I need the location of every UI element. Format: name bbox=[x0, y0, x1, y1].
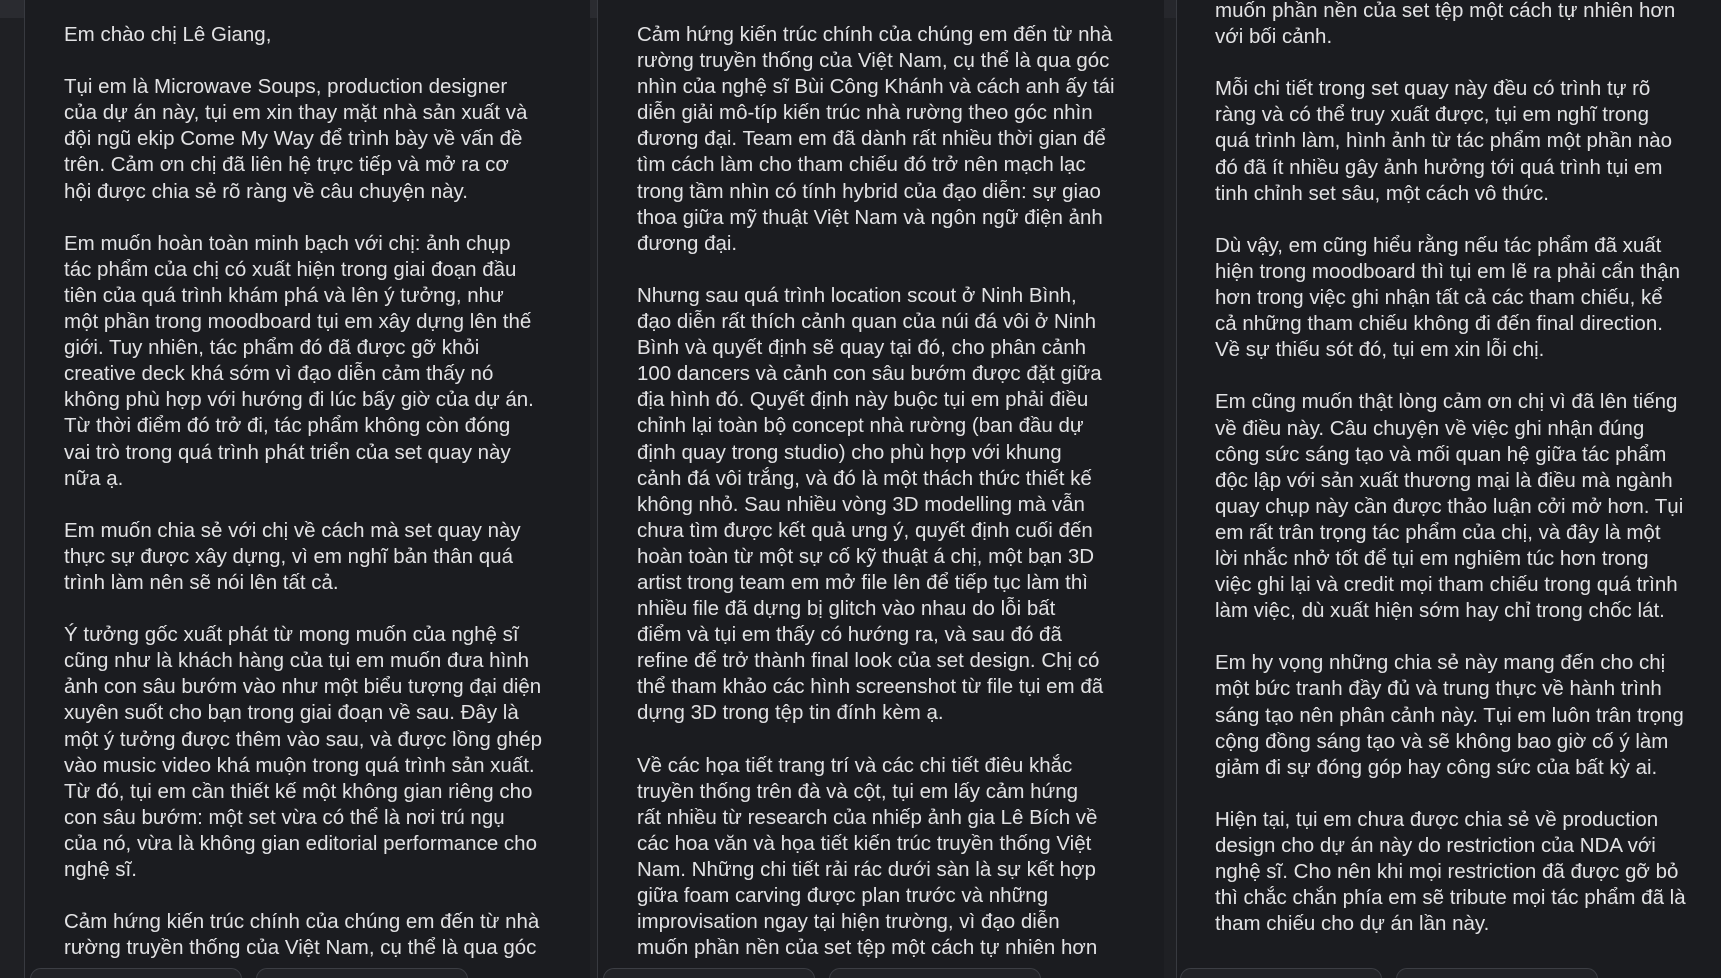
screenshot-panel-2 bbox=[597, 0, 1164, 978]
toolbar-pill bbox=[1180, 968, 1382, 978]
paragraph: Về các họa tiết trang trí và các chi tiết điêu khắc truyền thống trên đà và cột, tụi em lấy cảm hứng rất nhiều từ research của nhiếp ảnh gia Lê Bích về các hoa văn và họa tiết kiến trúc truyền thống Việt Nam. Những chi tiết rải rác dưới sàn là sự kết hợp giữa foam carving được plan trước và những improvisation ngay tại hiện trường, vì đạo diễn muốn phần nền của set tệp một cách tự nhiên hơn bbox=[637, 753, 1098, 960]
toolbar-pill bbox=[1396, 968, 1598, 978]
paragraph: Mỗi chi tiết trong set quay này đều có trình tự rõ ràng và có thể truy xuất được, tụi em nghĩ trong quá trình làm, hình ảnh từ tác phẩm một phần nào đó đã ít nhiều gây ảnh hưởng tới quá trình tụi em tinh chỉnh set sâu, một cách vô thức. bbox=[1215, 77, 1673, 205]
paragraph: Nhưng sau quá trình location scout ở Ninh Bình, đạo diễn rất thích cảnh quan của núi đá vôi ở Ninh Bình và quyết định sẽ quay tại đó, cho phân cảnh 100 dancers và cảnh con sâu bướm được đặt giữa địa hình đó. Quyết định này buộc tụi em phải điều chỉnh lại toàn bộ concept nhà rường (ban đầu dự định quay trong studio) cho phù hợp với khung cảnh đá vôi trắng, và đó là một thách thức thiết kế không nhỏ. Sau nhiều vòng 3D modelling mà vẫn chưa tìm được kết quả ưng ý, quyết định cuối đến hoàn toàn từ một sự cố kỹ thuật á chị, một bạn 3D artist trong team em mở file lên để tiếp tục làm thì nhiều file đã dựng bị glitch vào nhau do lỗi bất điểm và tụi em thấy có hướng ra, và sau đó đã refine để trở thành final look của set design. Chị có thể tham khảo các hình screenshot từ file tụi em đã dựng 3D trong tệp tin đính kèm ạ. bbox=[637, 283, 1104, 725]
paragraph: Tụi em là Microwave Soups, production designer của dự án này, tụi em xin thay mặt nhà sản xuất và đội ngũ ekip Come My Way để trình bày về vấn đề trên. Cảm ơn chị đã liên hệ trực tiếp và mở ra cơ hội được chia sẻ rõ ràng về câu chuyện này. bbox=[64, 75, 528, 203]
paragraph: Em chào chị Lê Giang, bbox=[64, 23, 272, 46]
paragraph: muốn phần nền của set tệp một cách tự nhiên hơn với bối cảnh. bbox=[1215, 0, 1676, 49]
letter-text bbox=[637, 22, 1156, 978]
paragraph: Cảm hứng kiến trúc chính của chúng em đến từ nhà rường truyền thống của Việt Nam, cụ thể là qua góc nhìn của nghệ sĩ Bùi Công Khánh và cách anh ấy tái diễn giải mô-típ kiến trúc nhà rường theo góc nhìn đương đại. Team em đã dành rất nhiều thời gian để tìm cách làm cho tham chiếu đó trở nên mạch lạc trong tầm nhìn có tính hybrid của đạo diễn: sự giao thoa giữa mỹ thuật Việt Nam và ngôn ngữ điện ảnh đương đại. bbox=[637, 23, 1115, 255]
letter-text bbox=[64, 22, 582, 978]
paragraph: Em muốn chia sẻ với chị về cách mà set quay này thực sự được xây dựng, vì em nghĩ bản thân quá trình làm nên sẽ nói lên tất cả. bbox=[64, 518, 521, 594]
paragraph: Cảm hứng kiến trúc chính của chúng em đến từ nhà rường truyền thống của Việt Nam, cụ thể là qua góc bbox=[64, 910, 540, 960]
toolbar-pill bbox=[603, 968, 815, 978]
toolbar-pill bbox=[256, 968, 468, 978]
toolbar-pill bbox=[30, 968, 242, 978]
screenshot-panel-3 bbox=[1176, 0, 1721, 978]
paragraph: Em hy vọng những chia sẻ này mang đến cho chị một bức tranh đầy đủ và trung thực về hành trình sáng tạo nên phân cảnh này. Tụi em luôn trân trọng cộng đồng sáng tạo và sẽ không bao giờ cố ý làm giảm đi sự đóng góp hay công sức của bất kỳ ai. bbox=[1215, 651, 1684, 779]
paragraph: Ý tưởng gốc xuất phát từ mong muốn của nghệ sĩ cũng như là khách hàng của tụi em muốn đưa hình ảnh con sâu bướm vào như một biểu tượng đại diện xuyên suốt cho bạn trong giai đoạn về sau. Đây là một ý tưởng được thêm vào sau, và được lồng ghép vào music video khá muộn trong quá trình sản xuất. Từ đó, tụi em cần thiết kế một không gian riêng cho con sâu bướm: một set vừa có thể là nơi trú ngụ của nó, vừa là không gian editorial performance cho nghệ sĩ. bbox=[64, 623, 543, 881]
screenshot-panel-1 bbox=[24, 0, 590, 978]
paragraph: Hiện tại, tụi em chưa được chia sẻ về production design cho dự án này do restriction của NDA với nghệ sĩ. Cho nên khi mọi restriction đã được gỡ bỏ thì chắc chắn phía em sẽ tribute mọi tác phẩm đã là tham chiếu cho dự án lần này. bbox=[1215, 807, 1686, 936]
letter-text bbox=[1215, 0, 1713, 963]
paragraph: Dù vậy, em cũng hiểu rằng nếu tác phẩm đã xuất hiện trong moodboard thì tụi em lẽ ra phải cẩn thận hơn trong việc ghi nhận tất cả các tham chiếu, kể cả những tham chiếu không đi đến final direction. Về sự thiếu sót đó, tụi em xin lỗi chị. bbox=[1215, 233, 1680, 362]
paragraph: Em cũng muốn thật lòng cảm ơn chị vì đã lên tiếng về điều này. Câu chuyện về việc ghi nhận đúng công sức sáng tạo và mối quan hệ giữa tác phẩm độc lập với sản xuất thương mại là điều mà ngành quay chụp này cần được thảo luận cởi mở hơn. Tụi em rất trân trọng tác phẩm của chị, và đây là một lời nhắc nhở tốt để tụi em nghiêm túc hơn trong việc ghi lại và credit mọi tham chiếu trong quá trình làm việc, dù xuất hiện sớm hay chỉ trong chốc lát. bbox=[1215, 390, 1684, 623]
paragraph: Em muốn hoàn toàn minh bạch với chị: ảnh chụp tác phẩm của chị có xuất hiện trong giai đoạn đầu tiên của quá trình khám phá và lên ý tưởng, như một phần trong moodboard tụi em xây dựng lên thế giới. Tuy nhiên, tác phẩm đó đã được gỡ khỏi creative deck khá sớm vì đạo diễn cảm thấy nó không phù hợp với hướng đi lúc bấy giờ của dự án. Từ thời điểm đó trở đi, tác phẩm không còn đóng vai trò trong quá trình phát triển của set quay này nữa ạ. bbox=[64, 231, 534, 490]
toolbar-pill bbox=[829, 968, 1041, 978]
